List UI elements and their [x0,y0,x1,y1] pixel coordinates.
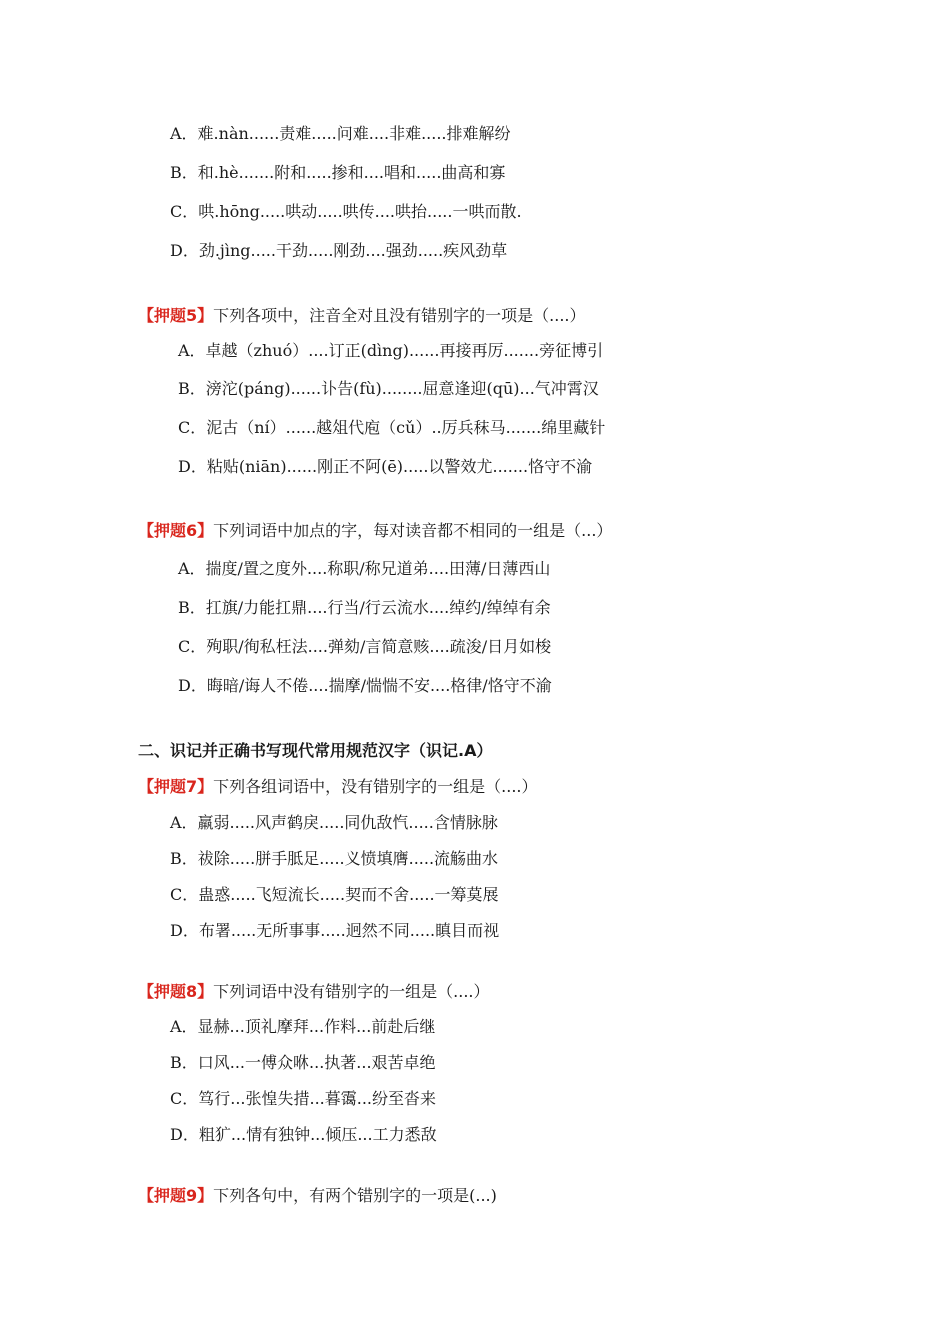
option-c: C．蛊惑.....飞短流长.....契而不舍.....一筹莫展 [170,885,499,904]
option-c: C．笃行...张惶失措...暮霭...纷至沓来 [170,1089,437,1108]
option-d: D．晦暗/诲人不倦....揣摩/惴惴不安....格律/恪守不渝 [178,676,552,695]
question-tag: 【押题8】 [138,982,214,1001]
question-tag: 【押题9】 [138,1186,214,1205]
question-5 [138,305,586,327]
question-8 [138,981,490,1003]
option-a: A．羸弱.....风声鹤戾.....同仇敌忾.....含情脉脉 [170,813,498,832]
option-c: C．殉职/徇私枉法....弹劾/言简意赅....疏浚/日月如梭 [178,637,552,656]
question-6 [138,520,612,542]
option-a: A．显赫...顶礼摩拜...作料...前赴后继 [170,1017,436,1036]
question-9 [138,1185,497,1207]
option-c: C．泥古（ní）......越俎代庖（cǔ）..厉兵秣马.......绵里藏针 [178,418,606,437]
option-b: B．扛旗/力能扛鼎....行当/行云流水....绰约/绰绰有余 [178,598,551,617]
option-d: D．粗犷...情有独钟...倾压...工力悉敌 [170,1125,437,1144]
question-text: 下列词语中加点的字，每对读音都不相同的一组是（...） [213,521,613,540]
question-text: 下列各句中，有两个错别字的一项是(...) [213,1186,497,1205]
option-b: B．滂沱(páng)......讣告(fù)........屈意逢迎(qū)...气冲霄汉 [178,379,599,398]
option-b: B．和.hè.......附和.....掺和....唱和.....曲高和寡 [170,163,506,182]
option-a: A．卓越（zhuó）....订正(dìng)......再接再厉.......旁征博引 [178,341,604,360]
question-text: 下列各组词语中，没有错别字的一组是（....） [213,777,538,796]
option-b: B．祓除.....胼手胝足.....义愤填膺.....流觞曲水 [170,849,499,868]
question-text: 下列词语中没有错别字的一组是（....） [213,982,490,1001]
question-tag: 【押题5】 [138,306,214,325]
question-7 [138,776,538,798]
question-tag: 【押题7】 [138,777,214,796]
option-b: B．口风...一傅众咻...执著...艰苦卓绝 [170,1053,436,1072]
section-heading: 二、识记并正确书写现代常用规范汉字（识记.A） [138,741,493,760]
option-a: A．揣度/置之度外....称职/称兄道弟....田薄/日薄西山 [178,559,551,578]
question-tag: 【押题6】 [138,521,214,540]
option-d: D．布署.....无所事事.....迥然不同.....瞋目而视 [170,921,500,940]
option-d: D．劲.jìng.....干劲.....刚劲....强劲.....疾风劲草 [170,241,508,260]
option-a: A．难.nàn......责难.....问难....非难.....排难解纷 [170,124,511,143]
option-d: D．粘贴(niān)......刚正不阿(ē).....以警效尤.......恪守不渝 [178,457,593,476]
question-text: 下列各项中，注音全对且没有错别字的一项是（....） [213,306,586,325]
option-c: C．哄.hōng.....哄动.....哄传....哄抬.....一哄而散. [170,202,522,221]
